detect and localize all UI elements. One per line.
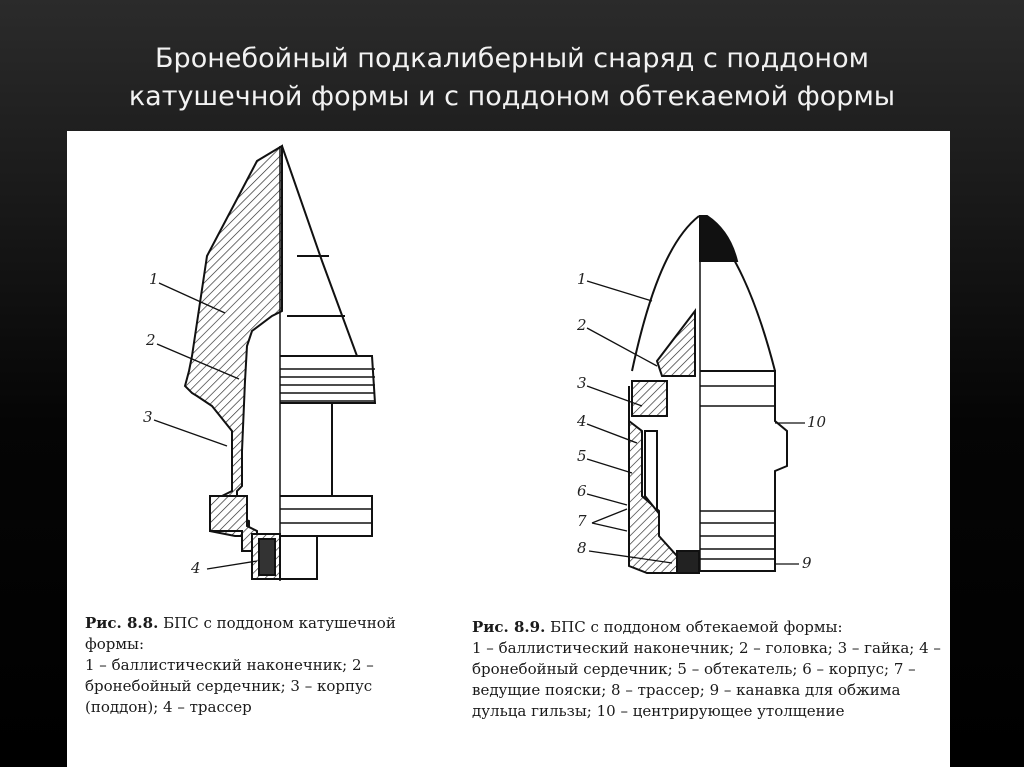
right-label-9: 9 bbox=[802, 554, 812, 572]
right-label-5: 5 bbox=[577, 447, 587, 465]
left-label-4: 4 bbox=[191, 559, 201, 577]
slide-title bbox=[0, 40, 1024, 116]
right-label-10: 10 bbox=[807, 413, 827, 431]
right-label-7: 7 bbox=[577, 512, 587, 530]
right-caption-number: Рис. 8.9. bbox=[472, 618, 546, 636]
left-caption-title: БПС с поддоном катушечной формы: bbox=[85, 614, 396, 653]
right-label-8: 8 bbox=[577, 539, 587, 557]
right-label-1: 1 bbox=[577, 270, 587, 288]
right-caption-items: 1 – баллистический наконечник; 2 – головка; 3 – гайка; 4 – бронебойный сердечник; 5 – обтекатель; 6 – корпус; 7 – ведущие пояски; 8 – трассер; 9 – канавка для обжима дульца гильзы; 10 – центрирующее утолщение bbox=[472, 639, 941, 720]
left-label-3: 3 bbox=[143, 408, 153, 426]
right-label-4: 4 bbox=[577, 412, 587, 430]
right-label-6: 6 bbox=[577, 482, 587, 500]
left-caption-number: Рис. 8.8. bbox=[85, 614, 159, 632]
left-label-2: 2 bbox=[146, 331, 156, 349]
right-label-3: 3 bbox=[577, 374, 587, 392]
right-caption bbox=[472, 617, 942, 722]
streamlined-sabot-drawing bbox=[587, 216, 805, 573]
right-label-2: 2 bbox=[577, 316, 587, 334]
slide-title-line-2: катушечной формы и с поддоном обтекаемой формы bbox=[128, 81, 896, 112]
left-label-1: 1 bbox=[149, 270, 159, 288]
slide-title-line-1: Бронебойный подкалиберный снаряд с поддоном bbox=[155, 43, 869, 74]
figure-panel bbox=[67, 131, 950, 767]
spool-sabot-drawing bbox=[154, 146, 375, 581]
left-caption-items: 1 – баллистический наконечник; 2 – бронебойный сердечник; 3 – корпус (поддон); 4 – трассер bbox=[85, 656, 374, 716]
right-caption-title: БПС с поддоном обтекаемой формы: bbox=[550, 618, 843, 636]
left-caption bbox=[85, 613, 430, 718]
